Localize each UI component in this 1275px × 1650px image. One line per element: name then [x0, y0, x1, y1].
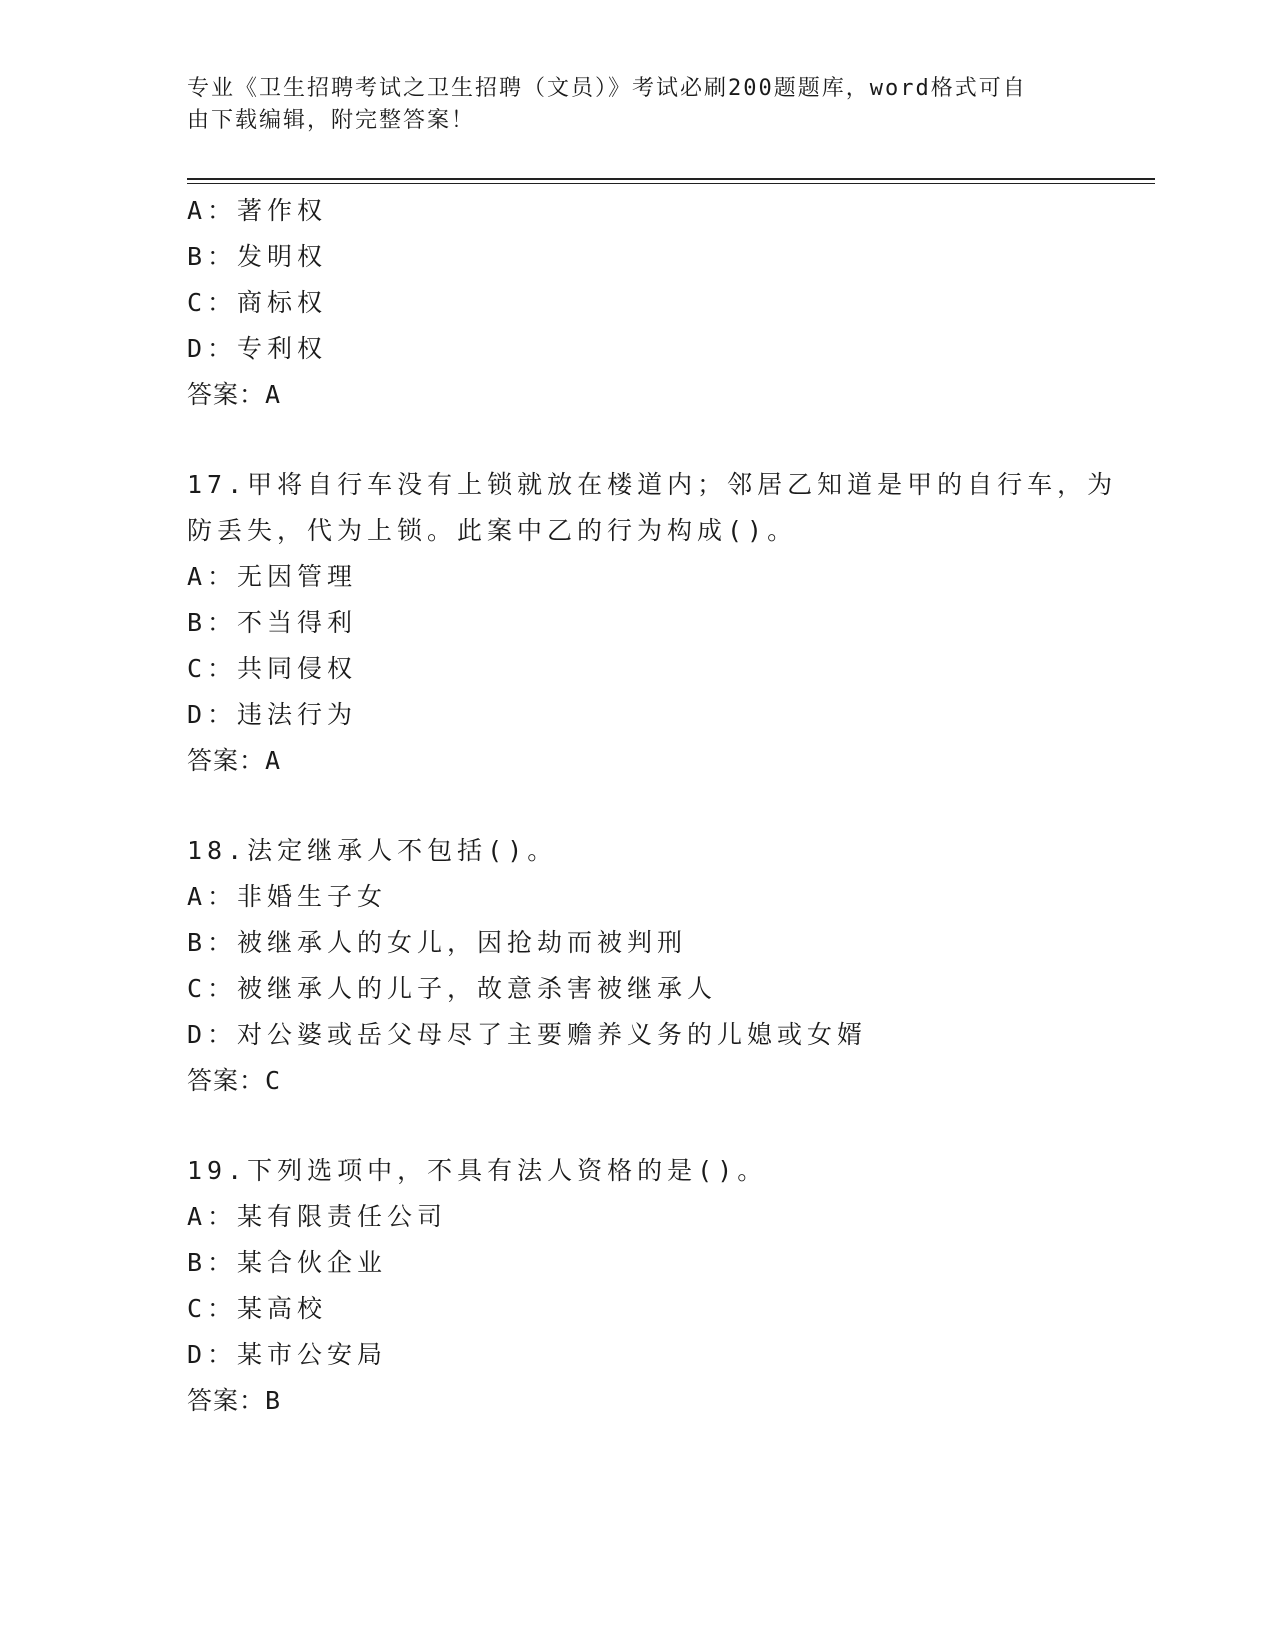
option-b: B：发明权	[187, 242, 328, 271]
question-stem: 18.法定继承人不包括()。	[187, 836, 558, 865]
header-line-1: 专业《卫生招聘考试之卫生招聘（文员）》考试必刷200题题库，word格式可自	[187, 76, 1027, 101]
header-divider	[187, 178, 1155, 184]
question-stem-line-1: 17.甲将自行车没有上锁就放在楼道内；邻居乙知道是甲的自行车，为	[187, 470, 1118, 499]
option-a: A：某有限责任公司	[187, 1202, 448, 1231]
option-d: D：对公婆或岳父母尽了主要赡养义务的儿媳或女婿	[187, 1020, 868, 1049]
answer-label: 答案：	[187, 746, 266, 775]
option-d: D：某市公安局	[187, 1340, 388, 1369]
option-a: A：非婚生子女	[187, 882, 388, 911]
answer-value: A	[265, 380, 282, 409]
answer-line	[187, 372, 1147, 418]
option-d: D：专利权	[187, 334, 328, 363]
option-a: A：无因管理	[187, 562, 358, 591]
answer-value: B	[265, 1386, 282, 1415]
option-c: C：某高校	[187, 1294, 328, 1323]
answer-line	[187, 1058, 1147, 1104]
answer-value: A	[265, 746, 282, 775]
answer-line	[187, 1378, 1147, 1424]
question-18	[187, 828, 1147, 1104]
answer-label: 答案：	[187, 1386, 266, 1415]
answer-line	[187, 738, 1147, 784]
question-stem-line-2: 防丢失，代为上锁。此案中乙的行为构成()。	[187, 516, 798, 545]
option-c: C：共同侵权	[187, 654, 358, 683]
option-c: C：被继承人的儿子，故意杀害被继承人	[187, 974, 718, 1003]
question-19	[187, 1148, 1147, 1424]
question-stem: 19.下列选项中，不具有法人资格的是()。	[187, 1156, 768, 1185]
question-17	[187, 462, 1147, 784]
document-header	[187, 73, 1067, 137]
option-a: A：著作权	[187, 196, 328, 225]
option-b: B：不当得利	[187, 608, 358, 637]
question-16-continued	[187, 188, 1147, 418]
answer-value: C	[265, 1066, 282, 1095]
answer-label: 答案：	[187, 1066, 266, 1095]
option-d: D：违法行为	[187, 700, 358, 729]
answer-label: 答案：	[187, 380, 266, 409]
option-c: C：商标权	[187, 288, 328, 317]
option-b: B：被继承人的女儿，因抢劫而被判刑	[187, 928, 688, 957]
option-b: B：某合伙企业	[187, 1248, 388, 1277]
question-content	[187, 188, 1147, 1424]
header-line-2: 由下载编辑，附完整答案！	[187, 108, 476, 133]
